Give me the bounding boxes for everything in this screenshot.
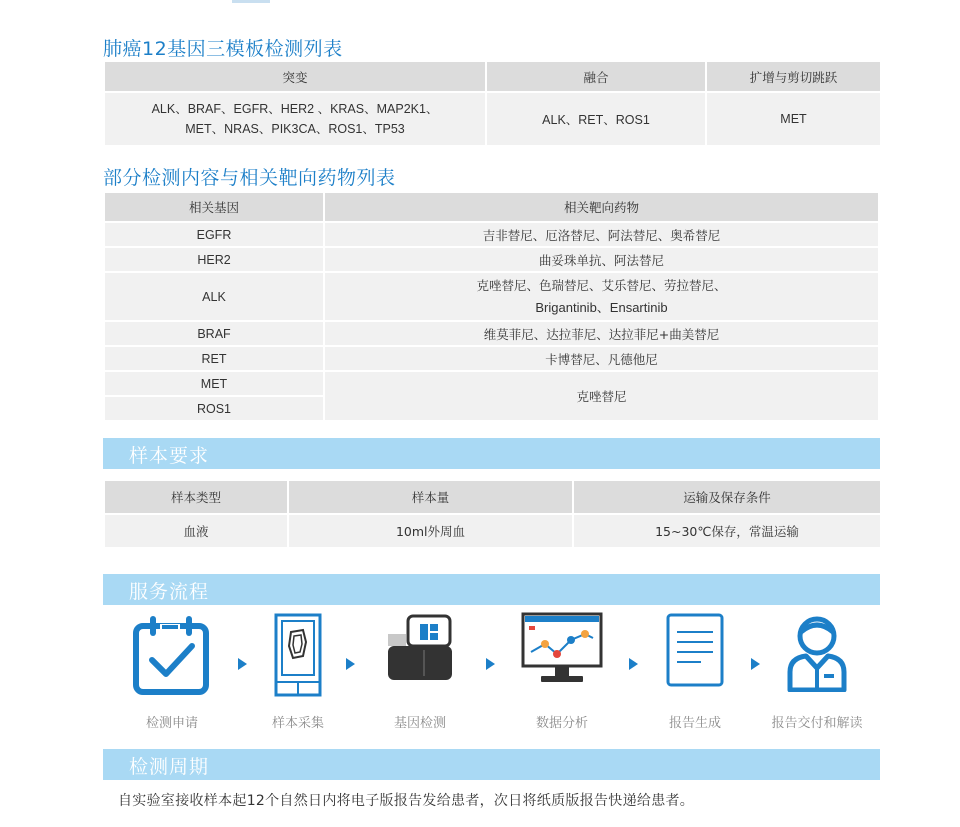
sample-header-amount: 样本量: [289, 481, 572, 513]
drugs-cell-line1: 克唑替尼、色瑞替尼、艾乐替尼、劳拉替尼、: [476, 277, 727, 293]
drugs-cell: 曲妥珠单抗、阿法替尼: [325, 248, 878, 271]
panel-amplification-cell: MET: [707, 93, 880, 145]
flow-label-analysis: 数据分析: [535, 716, 588, 731]
sample-table: [103, 479, 882, 549]
flow-step-application: [102, 612, 242, 696]
sample-header-transport: 运输及保存条件: [574, 481, 880, 513]
flow-label-report: 报告生成: [668, 716, 721, 731]
flow-label-sampling: 样本采集: [271, 716, 324, 731]
drugs-cell: [325, 273, 878, 320]
sample-header-type: 样本类型: [105, 481, 287, 513]
report-document-icon: [665, 612, 725, 688]
flow-step-analysis: [492, 612, 632, 686]
panel-table: [103, 60, 882, 147]
flow-step-report: [625, 612, 765, 688]
drugs-cell: 吉非替尼、厄洛替尼、阿法替尼、奥希替尼: [325, 223, 878, 246]
gene-cell: ROS1: [105, 397, 323, 420]
drugs-cell-line2: Brigantinib、Ensartinib: [535, 299, 668, 315]
drugs-header-drugs: 相关靶向药物: [325, 193, 878, 221]
panel-header-row: [105, 62, 880, 91]
panel-fusion-cell: ALK、RET、ROS1: [487, 93, 705, 145]
gene-cell: HER2: [105, 248, 323, 271]
gene-cell: RET: [105, 347, 323, 370]
drugs-title: 部分检测内容与相关靶向药物列表: [103, 167, 396, 189]
drugs-cell: 维莫菲尼、达拉菲尼、达拉菲尼+曲美替尼: [325, 322, 878, 345]
drug-row-alk: [105, 273, 878, 320]
sample-transport-cell: 15~30℃保存，常温运输: [574, 515, 880, 547]
drugs-cell: 克唑替尼: [325, 372, 878, 420]
panel-mutation-cell: [105, 93, 485, 145]
service-section-title: 服务流程: [129, 581, 210, 603]
flow-label-application: 检测申请: [145, 716, 198, 731]
gene-cell: BRAF: [105, 322, 323, 345]
period-section-title: 检测周期: [129, 756, 210, 778]
sample-section-title: 样本要求: [129, 445, 210, 467]
sample-type-cell: 血液: [105, 515, 287, 547]
panel-title: 肺癌12基因三模板检测列表: [103, 38, 343, 60]
flow-step-testing: [350, 612, 490, 684]
drugs-cell: 卡博替尼、凡德他尼: [325, 347, 878, 370]
drug-row-braf: [105, 322, 878, 345]
period-section-bar: [103, 749, 880, 780]
panel-body-row: [105, 93, 880, 145]
gene-cell: ALK: [105, 273, 323, 320]
flow-step-delivery: [747, 612, 887, 692]
drugs-table: [103, 191, 880, 422]
calendar-check-icon: [132, 612, 212, 696]
gene-cell: MET: [105, 372, 323, 395]
sample-tube-icon: [273, 612, 323, 698]
drug-row-ret: [105, 347, 878, 370]
flow-label-testing: 基因检测: [393, 716, 446, 731]
drug-row-her2: [105, 248, 878, 271]
top-decoration: [232, 0, 270, 3]
monitor-chart-icon: [521, 612, 603, 686]
sample-amount-cell: 10ml外周血: [289, 515, 572, 547]
drug-row-egfr: [105, 223, 878, 246]
service-section-bar: [103, 574, 880, 605]
drugs-header-gene: 相关基因: [105, 193, 323, 221]
drug-row-met: [105, 372, 878, 395]
panel-header-mutation: 突变: [105, 62, 485, 91]
panel-header-fusion: 融合: [487, 62, 705, 91]
sequencer-icon: [384, 612, 456, 684]
panel-mutation-line1: ALK、BRAF、EGFR、HER2 、KRAS、MAP2K1、: [151, 102, 439, 116]
sample-header-row: [105, 481, 880, 513]
panel-mutation-line2: MET、NRAS、PIK3CA、ROS1、TP53: [185, 122, 405, 136]
drugs-header-row: [105, 193, 878, 221]
gene-cell: EGFR: [105, 223, 323, 246]
panel-header-amplification: 扩增与剪切跳跃: [707, 62, 880, 91]
sample-row: [105, 515, 880, 547]
doctor-icon: [786, 612, 848, 692]
period-text: 自实验室接收样本起12个自然日内将电子版报告发给患者，次日将纸质版报告快递给患者。: [118, 793, 695, 809]
sample-section-bar: [103, 438, 880, 469]
flow-step-sampling: [228, 612, 368, 698]
flow-label-delivery: 报告交付和解读: [771, 716, 863, 731]
